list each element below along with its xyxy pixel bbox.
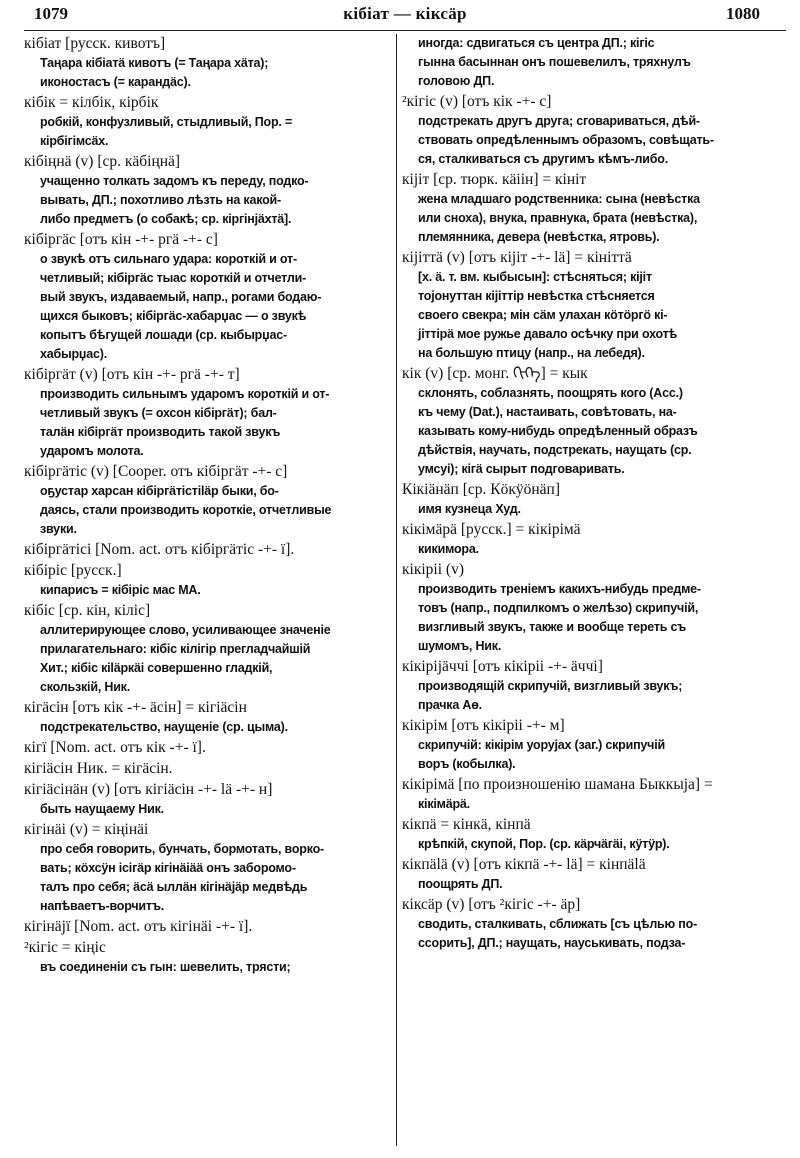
- entry-definition-line: гынна басыннан онъ пошевелилъ, тряхнулъ: [418, 55, 691, 69]
- entry-definition-line: поощрять ДП.: [418, 877, 503, 891]
- dictionary-entry: [24, 561, 392, 600]
- dictionary-entry: [24, 698, 392, 737]
- entry-headword: кігіäсінäн (v) [отъ кігіäсін ‑+‑ lä ‑+‑ н]: [24, 781, 273, 798]
- right-column: [402, 34, 784, 1146]
- dictionary-entry: [24, 820, 392, 916]
- entry-definition-line: иконостасъ (= карандäс).: [40, 75, 191, 89]
- entry-definition-line: подстрекательство, наущеніе (ср. цыма).: [40, 720, 288, 734]
- entry-headword: Кікіäнäп [ср. Кöкÿöнäп]: [402, 481, 560, 498]
- entry-definition-line: копытъ бѣгущей лошади (ср. кыбырџас-: [40, 328, 287, 342]
- dictionary-entry: [402, 657, 784, 715]
- entry-definition-line: [х. ä. т. вм. кыбысын]: стѣсняться; кіјіт: [418, 270, 652, 284]
- entry-definition-line: либо предметъ (о собакѣ; ср. кіргінjäхтä].: [40, 212, 292, 226]
- entry-definition-line: талъ про себя; äсä ыллäн кігінäjäр медвѣдь: [40, 880, 308, 894]
- dictionary-entry: [402, 520, 784, 559]
- entry-definition-line: оҕустар харсан кібіргäтістіläр быки, бо-: [40, 484, 279, 498]
- entry-definition-line: вый звукъ, издаваемый, напр., рогами бодаю-: [40, 290, 322, 304]
- entry-definition-line: жена младшаго родственника: сына (невѣстка: [418, 192, 700, 206]
- entry-definition-line: визгливый звукъ, также и вообще тереть съ: [418, 620, 687, 634]
- entry-headword: кікірім [отъ кікіріі ‑+‑ м]: [402, 717, 565, 734]
- entry-definition-line: быть наущаему Ник.: [40, 802, 164, 816]
- entry-definition-line: производить треніемъ какихъ-нибудь предме-: [418, 582, 701, 596]
- entry-definition-line: производящій скрипучій, визгливый звукъ;: [418, 679, 683, 693]
- entry-definition-line: хабырџас).: [40, 347, 108, 361]
- dictionary-entry: [24, 152, 392, 229]
- left-column: [24, 34, 392, 1146]
- dictionary-entry: [24, 540, 392, 560]
- entry-definition-line: талäн кібіргäт производить такой звукъ: [40, 425, 281, 439]
- page-header: [24, 4, 786, 30]
- entry-definition-line: ударомъ молота.: [40, 444, 144, 458]
- entry-definition-line: къ чему (Dat.), настаивать, совѣтовать, на-: [418, 405, 677, 419]
- dictionary-entry: [402, 716, 784, 774]
- entry-definition-line: про себя говорить, бунчать, бормотать, ворко-: [40, 842, 325, 856]
- entry-definition-line: въ соединеніи съ гын: шевелить, трясти;: [40, 960, 291, 974]
- entry-definition-line: скрипучій: кікірім уоруjах (заг.) скрипучій: [418, 738, 665, 752]
- entry-definition-line: о звукѣ отъ сильнаго удара: короткій и от-: [40, 252, 297, 266]
- entry-headword: кік (v) [ср. монг. ᠬᠢᠬᠡ] = кык: [402, 365, 588, 382]
- column-divider: [396, 34, 397, 1146]
- dictionary-entry: [24, 917, 392, 937]
- entry-headword: кібіргäт (v) [отъ кін ‑+‑ ргä ‑+‑ т]: [24, 366, 240, 383]
- entry-definition-line: кікімäрä.: [418, 797, 470, 811]
- entry-headword: кігінäjї [Nom. act. отъ кігінäі ‑+‑ ї].: [24, 918, 253, 935]
- entry-headword: кібіргäтісі [Nom. act. отъ кібіргäтіс ‑+‑ ї].: [24, 541, 295, 558]
- entry-headword: кікірімä [по произношенію шамана Быккыја] =: [402, 776, 713, 793]
- entry-headword: ²кігіс = кіңіс: [24, 939, 106, 956]
- dictionary-entry: [402, 364, 784, 479]
- entry-definition-line: тојонуттан кіјіттір невѣстка стѣсняется: [418, 289, 655, 303]
- entry-headword: кібіңнä (v) [ср. кäбіңнä]: [24, 153, 181, 170]
- entry-definition-line: племянника, девера (невѣстка, ятровь).: [418, 230, 660, 244]
- entry-definition-line: Таңара кібіатä кивотъ (= Таңара хäта);: [40, 56, 269, 70]
- entry-definition-line: прилагательнаго: кібіс кілігір прегладчайшій: [40, 642, 311, 656]
- entry-definition-line: робкій, конфузливый, стыдливый, Пор. =: [40, 115, 293, 129]
- entry-headword: кігäсін [отъ кік ‑+‑ äсін] = кігіäсін: [24, 699, 247, 716]
- entry-definition-line: щихся быковъ; кібіргäс-хабарџас — о звукѣ: [40, 309, 307, 323]
- dictionary-entry: [24, 738, 392, 758]
- dictionary-entry: [24, 462, 392, 539]
- entry-headword: кікімäрä [русск.] = кікірімä: [402, 521, 581, 538]
- dictionary-entry: [24, 938, 392, 977]
- dictionary-entry: [402, 855, 784, 894]
- entry-headword: кібіргäтіс (v) [Cooper. отъ кібіргäт ‑+‑ с]: [24, 463, 288, 480]
- entry-definition-line: четливый звукъ (= охсон кібіргäт); бал-: [40, 406, 277, 420]
- entry-headword: кіксäр (v) [отъ ²кігіс ‑+‑ äр]: [402, 896, 581, 913]
- entry-definition-line: сводить, сталкивать, сближать [съ цѣлью по-: [418, 917, 698, 931]
- page-number-left: 1079: [34, 4, 68, 23]
- dictionary-entry: [24, 93, 392, 151]
- entry-definition-line: скользкій, Ник.: [40, 680, 131, 694]
- dictionary-entry: [402, 34, 784, 91]
- entry-definition-line: подстрекать другъ друга; сговариваться, дѣй-: [418, 114, 700, 128]
- dictionary-entry: [402, 815, 784, 854]
- entry-headword: кікпälä (v) [отъ кікпä ‑+‑ lä] = кінпälä: [402, 856, 646, 873]
- entry-headword: кікіріjäччі [отъ кікіріі ‑+‑ äччі]: [402, 658, 603, 675]
- entry-headword: кігї [Nom. act. отъ кік ‑+‑ ї].: [24, 739, 206, 756]
- entry-definition-line: Хит.; кібіс кіläркäі совершенно гладкій,: [40, 661, 273, 675]
- entry-definition-line: производить сильнымъ ударомъ короткій и от-: [40, 387, 330, 401]
- entry-headword: кібіс [ср. кін, кіліс]: [24, 602, 151, 619]
- entry-definition-line: головою ДП.: [418, 74, 495, 88]
- entry-definition-line: ся, сталкиваться съ другимъ кѣмъ-либо.: [418, 152, 668, 166]
- entry-definition-line: дѣйствія, научать, подстрекать, наущать (ср.: [418, 443, 692, 457]
- entry-definition-line: товъ (напр., подпилкомъ о желѣзо) скрипучій,: [418, 601, 699, 615]
- dictionary-entry: [402, 895, 784, 953]
- entry-headword: ²кігіс (v) [отъ кік ‑+‑ с]: [402, 93, 552, 110]
- dictionary-entry: [24, 34, 392, 92]
- dictionary-entry: [402, 170, 784, 247]
- dictionary-entry: [24, 780, 392, 819]
- entry-definition-line: воръ (кобылка).: [418, 757, 516, 771]
- entry-headword: кібік = кілбік, кірбік: [24, 94, 159, 111]
- entry-definition-line: вать; кöхсÿн ісігäр кігінäіää онъ заборомо-: [40, 861, 296, 875]
- entry-definition-line: казывать кому-нибудь опредѣленный образъ: [418, 424, 698, 438]
- entry-definition-line: прачка Аө.: [418, 698, 482, 712]
- entry-definition-line: кірбігімсäх.: [40, 134, 109, 148]
- dictionary-entry: [24, 759, 392, 779]
- entry-definition-line: крѣпкій, скупой, Пор. (ср. кäрчäгäі, кÿтÿр).: [418, 837, 670, 851]
- entry-definition-line: своего свекра; мін сäм улахан кöтöргö кі-: [418, 308, 668, 322]
- dictionary-entry: [402, 248, 784, 363]
- entry-definition-line: ссорить], ДП.; наущать, науськивать, подза-: [418, 936, 686, 950]
- dictionary-entry: [402, 92, 784, 169]
- entry-headword: кігінäі (v) = кіңінäі: [24, 821, 149, 838]
- entry-definition-line: или сноха), внука, правнука, брата (невѣстка),: [418, 211, 698, 225]
- page-number-right: 1080: [726, 4, 760, 23]
- entry-headword: кіјіт [ср. тюрк. кäiін] = кініт: [402, 171, 587, 188]
- dictionary-entry: [402, 775, 784, 814]
- running-title: кібіат — кіксäр: [343, 4, 467, 23]
- entry-headword: кікпä = кінкä, кінпä: [402, 816, 531, 833]
- entry-definition-line: звуки.: [40, 522, 77, 536]
- entry-definition-line: кикимора.: [418, 542, 479, 556]
- entry-headword: кіјіттä (v) [отъ кіјіт ‑+‑ lä] = кініттä: [402, 249, 632, 266]
- entry-headword: кігіäсін Ник. = кігäсін.: [24, 760, 173, 777]
- entry-definition-line: вывать, ДП.; похотливо лѣзть на какой-: [40, 193, 282, 207]
- entry-headword: кібіріс [русск.]: [24, 562, 122, 579]
- entry-definition-line: аллитерирующее слово, усиливающее значеніе: [40, 623, 331, 637]
- entry-definition-line: имя кузнеца Худ.: [418, 502, 521, 516]
- dictionary-entry: [402, 480, 784, 519]
- entry-headword: кібіат [русск. кивотъ]: [24, 35, 166, 52]
- entry-definition-line: даясь, стали производить короткіе, отчетливые: [40, 503, 332, 517]
- entry-definition-line: учащенно толкать задомъ къ переду, подко-: [40, 174, 309, 188]
- entry-definition-line: умсуі); кігä сырыт подговаривать.: [418, 462, 625, 476]
- entry-definition-line: склонять, соблазнять, поощрять кого (Acc.): [418, 386, 683, 400]
- dictionary-entry: [24, 230, 392, 364]
- entry-definition-line: четливый; кібіргäс тыас короткій и отчетли-: [40, 271, 307, 285]
- dictionary-entry: [24, 365, 392, 461]
- dictionary-entry: [24, 601, 392, 697]
- entry-headword: кібіргäс [отъ кін ‑+‑ ргä ‑+‑ с]: [24, 231, 218, 248]
- header-rule: [24, 30, 786, 31]
- entry-definition-line: шумомъ, Ник.: [418, 639, 502, 653]
- entry-definition-line: кипарисъ = кібіріс мас МА.: [40, 583, 201, 597]
- entry-definition-line: ствовать опредѣленнымъ образомъ, совѣщать-: [418, 133, 714, 147]
- entry-definition-line: иногда: сдвигаться съ центра ДП.; кігіс: [418, 36, 655, 50]
- entry-definition-line: на большую птицу (напр., на лебедя).: [418, 346, 645, 360]
- entry-headword: кікіріі (v): [402, 561, 464, 578]
- dictionary-entry: [402, 560, 784, 656]
- entry-definition-line: јіттірä мое ружье давало осѣчку при охотѣ: [418, 327, 678, 341]
- entry-definition-line: напѣваетъ-ворчитъ.: [40, 899, 165, 913]
